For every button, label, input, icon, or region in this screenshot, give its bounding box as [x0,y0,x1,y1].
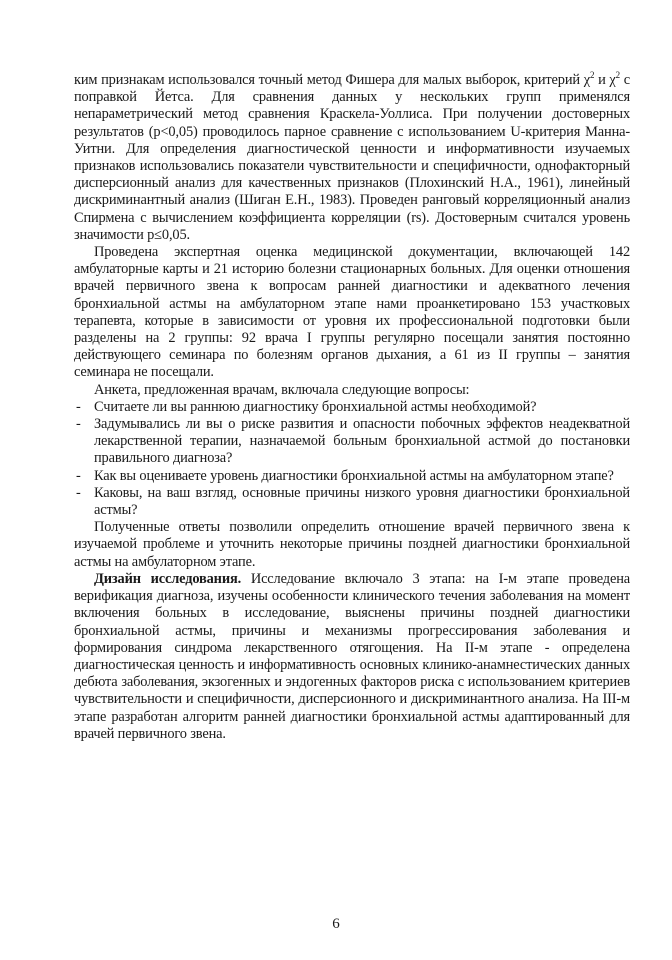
document-page [74,72,630,743]
text-segment: и χ [594,72,616,88]
superscript: 2 [589,70,595,81]
list-item-text: Каковы, на ваш взгляд, основные причины низкого уровня диагностики бронхиальной астмы? [94,484,630,519]
list-item-text: Задумывались ли вы о риске развития и опасности побочных эффектов неадекватной лекарственной терапии, назначаемой больным бронхиальной астмой до постановки правильного диагноза? [94,416,630,467]
list-marker: - [76,416,81,433]
list-item [74,468,630,485]
superscript: 2 [615,70,620,81]
questions-list [74,399,630,519]
study-design-paragraph [74,571,630,743]
text-segment: ким признакам использовался точный метод Фишера для малых выборок, критерий χ [74,72,590,88]
list-item-text: Как вы оцениваете уровень диагностики бронхиальной астмы на амбулаторном этапе? [94,467,614,484]
list-marker: - [76,467,81,484]
list-item [74,485,630,519]
questionnaire-intro: Анкета, предложенная врачам, включала следующие вопросы: [94,381,470,398]
list-marker: - [76,398,81,415]
expert-evaluation-paragraph: Проведена экспертная оценка медицинской документации, включающей 142 амбулаторные карты и 21 историю болезни стационарных больных. Для оценки отношения врачей первичного звена к вопросам ранней диагностики и адекватного лечения бронхиальной астмы на амбулаторном этапе нами проанкетировано 153 участковых терапевта, которые в зависимости от уровня их профессиональной подготовки были разделены на 2 группы: 92 врача I группы регулярно посещали занятия постоянно действующего семинара по болезням органов дыхания, а 61 из II группы – занятия семинара не посещали. [74,244,630,381]
list-item [74,416,630,468]
page-number: 6 [332,916,340,932]
answers-paragraph: Полученные ответы позволили определить отношение врачей первичного звена к изучаемой проблеме и уточнить некоторые причины поздней диагностики бронхиальной астмы на амбулаторном этапе. [74,519,630,570]
text-segment: Исследование включало 3 этапа: на I-м этапе проведена верификация диагноза, изучены особенности клинического течения заболевания на момент включения больных в исследование, выяснены причины поздней диагностики бронхиальной астмы, причины и механизмы прогрессирования заболевания и формирования синдрома лекарственного отягощения. На II-м этапе - определена диагностическая ценность и информативность основных клинико-анамнестических данных дебюта заболевания, экзогенных и эндогенных факторов риска с использованием критериев чувствительности и специфичности, дисперсионного и дискриминантного анализа. На III-м этапе разработан алгоритм ранней диагностики бронхиальной астмы адаптированный для врачей первичного звена. [74,570,630,742]
list-item [74,399,630,416]
list-marker: - [76,484,81,501]
text-segment: с поправкой Йетса. Для сравнения данных у нескольких групп применялся непараметрический метод сравнения Краскела-Уоллиса. При получении достоверных результатов (p<0,05) проводилось парное сравнение с использованием U-критерия Манна-Уитни. Для определения диагностической ценности и информативности изучаемых признаков использовались показатели чувствительности и специфичности, однофакторный дисперсионный анализ для качественных признаков (Плохинский Н.А., 1961), линейный дискриминантный анализ (Шиган Е.Н., 1983). Проведен ранговый корреляционный анализ Спирмена с вычислением коэффициента корреляции (rs). Достоверным считался уровень значимости p≤0,05. [74,72,630,243]
section-heading: Дизайн исследования. [94,570,242,587]
methods-paragraph [74,72,630,244]
list-item-text: Считаете ли вы раннюю диагностику бронхиальной астмы необходимой? [94,398,537,415]
